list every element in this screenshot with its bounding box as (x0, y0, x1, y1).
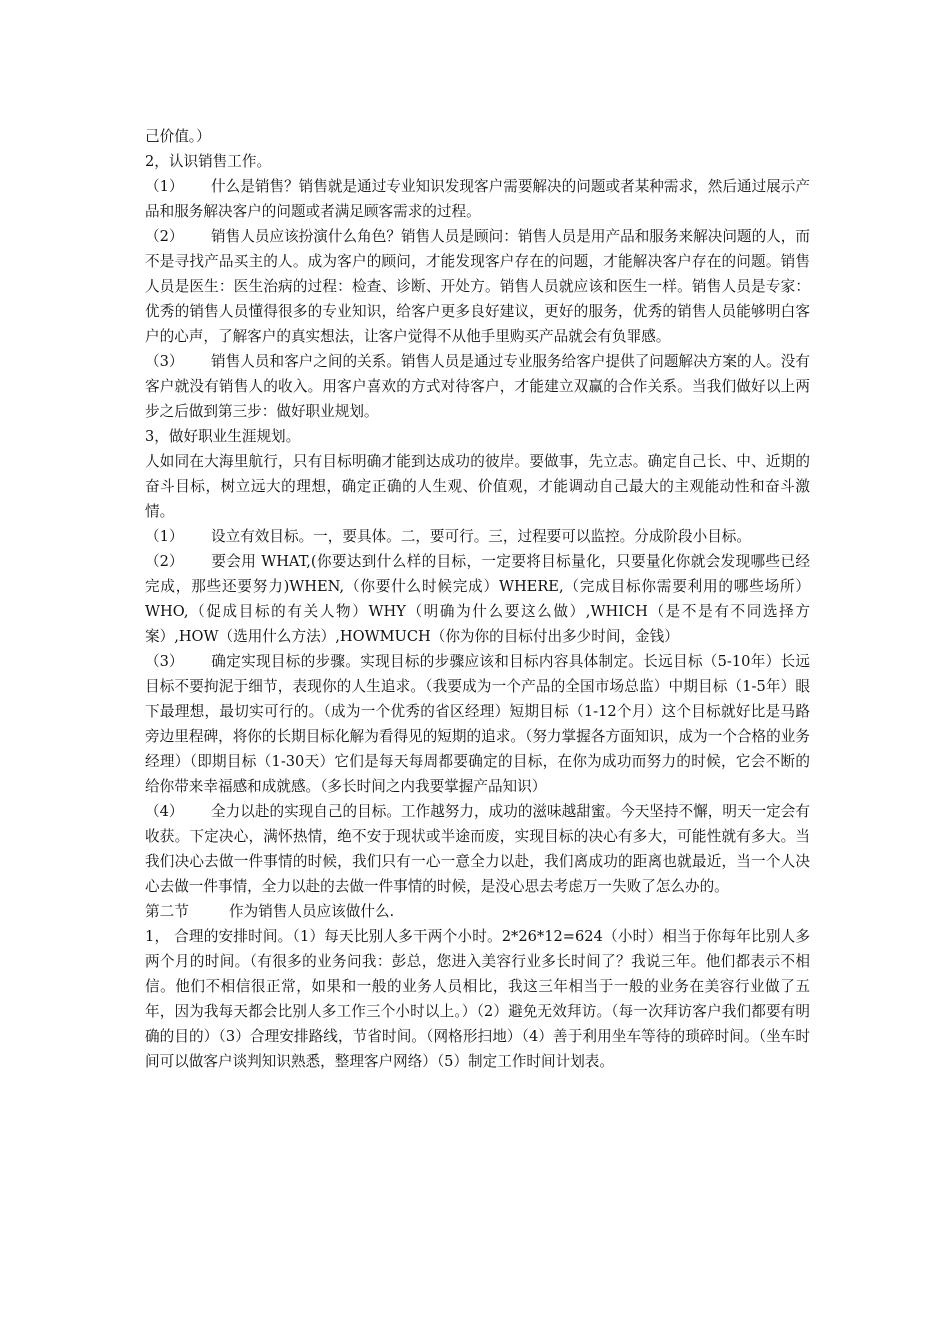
paragraph-text: 销售人员和客户之间的关系。销售人员是通过专业服务给客户提供了问题解决方案的人。没有客户就没有销售人的收入。用客户喜欢的方式对待客户，才能建立双赢的合作关系。当我们做好以上两步之后做到第三步：做好职业规划。 (145, 353, 810, 420)
list-item-effective-goals (145, 524, 810, 549)
paragraph-1 (145, 124, 810, 149)
item-number: （4） (145, 803, 184, 820)
section-number: 第二节 (145, 903, 189, 920)
item-number: （2） (145, 228, 184, 245)
paragraph-text: 全力以赴的实现自己的目标。工作越努力，成功的滋味越甜蜜。今天坚持不懈，明天一定会有收获。下定决心，满怀热情，绝不安于现状或半途而废，实现目标的决心有多大，可能性就有多大。当我们决心去做一件事情的时候，我们只有一心一意全力以赴，我们离成功的距离也就最近，当一个人决心去做一件事情，全力以赴的去做一件事情的时候，是没心思去考虑万一失败了怎么办的。 (145, 803, 810, 895)
list-item-what-when-where (145, 549, 810, 649)
list-item-sales-role (145, 224, 810, 349)
document-page (145, 124, 810, 1074)
item-number: （2） (145, 553, 184, 570)
paragraph-text: 2，认识销售工作。 (145, 153, 272, 170)
paragraph-text: 3，做好职业生涯规划。 (145, 428, 301, 445)
list-item-goal-steps (145, 649, 810, 799)
paragraph-text: 什么是销售？销售就是通过专业知识发现客户需要解决的问题或者某种需求，然后通过展示产品和服务解决客户的问题或者满足顾客需求的过程。 (145, 178, 810, 220)
list-item-customer-relationship (145, 349, 810, 424)
item-number: （3） (145, 653, 184, 670)
heading-2-understand-sales (145, 149, 810, 174)
paragraph-text: 人如同在大海里航行，只有目标明确才能到达成功的彼岸。要做事，先立志。确定自己长、中、近期的奋斗目标，树立远大的理想，确定正确的人生观、价值观，才能调动自己最大的主观能动性和奋斗激情。 (145, 453, 810, 520)
list-item-what-is-sales (145, 174, 810, 224)
paragraph-text: 确定实现目标的步骤。实现目标的步骤应该和目标内容具体制定。长远目标（5-10年）长远目标不要拘泥于细节，表现你的人生追求。（我要成为一个产品的全国市场总监）中期目标（1-5年）眼下最理想，最切实可行的。（成为一个优秀的省区经理）短期目标（1-12个月）这个目标就好比是马路旁边里程碑，将你的长期目标化解为看得见的短期的追求。（努力掌握各方面知识，成为一个合格的业务经理）（即期目标（1-30天）它们是每天每周都要确定的目标，在你为成功而努力的时候，它会不断的给你带来幸福感和成就感。（多长时间之内我要掌握产品知识） (145, 653, 810, 795)
item-number: （3） (145, 353, 184, 370)
item-number: （1） (145, 528, 184, 545)
list-item-full-effort (145, 799, 810, 899)
paragraph-text: 要会用 WHAT,(你要达到什么样的目标，一定要将目标量化，只要量化你就会发现哪些已经完成，那些还要努力)WHEN,（你要什么时候完成）WHERE,（完成目标你需要利用的哪些场所）WHO,（促成目标的有关人物）WHY（明确为什么要这么做）,WHICH（是不是有不同选择方案）,HOW（选用什么方法）,HOWMUCH（你为你的目标付出多少时间，金钱） (145, 553, 810, 645)
paragraph-time-management (145, 924, 810, 1074)
item-number: （1） (145, 178, 184, 195)
heading-3-career-planning (145, 424, 810, 449)
paragraph-text: 销售人员应该扮演什么角色？销售人员是顾问：销售人员是用产品和服务来解决问题的人，而不是寻找产品买主的人。成为客户的顾问，才能发现客户存在的问题，才能解决客户存在的问题。销售人员是医生：医生治病的过程：检查、诊断、开处方。销售人员就应该和医生一样。销售人员是专家：优秀的销售人员懂得很多的专业知识，给客户更多良好建议，更好的服务，优秀的销售人员能够明白客户的心声，了解客户的真实想法，让客户觉得不从他手里购买产品就会有负罪感。 (145, 228, 810, 345)
paragraph-text: 设立有效目标。一，要具体。二，要可行。三，过程要可以监控。分成阶段小目标。 (211, 528, 751, 545)
section-title: 作为销售人员应该做什么. (229, 903, 395, 920)
paragraph-text: 己价值。） (145, 128, 211, 145)
paragraph-sea-voyage (145, 449, 810, 524)
section-heading-2 (145, 899, 810, 924)
paragraph-text: 1， 合理的安排时间。（1）每天比别人多干两个小时。2*26*12=624（小时）相当于你每年比别人多两个月的时间。（有很多的业务问我：彭总，您进入美容行业多长时间了？我说三年。他们都表示不相信。他们不相信很正常，如果和一般的业务人员相比，我这三年相当于一般的业务在美容行业做了五年，因为我每天都会比别人多工作三个小时以上。）（2）避免无效拜访。（每一次拜访客户我们都要有明确的目的）（3）合理安排路线，节省时间。（网格形扫地）（4）善于利用坐车等待的琐碎时间。（坐车时间可以做客户谈判知识熟悉，整理客户网络）（5）制定工作时间计划表。 (145, 928, 810, 1070)
